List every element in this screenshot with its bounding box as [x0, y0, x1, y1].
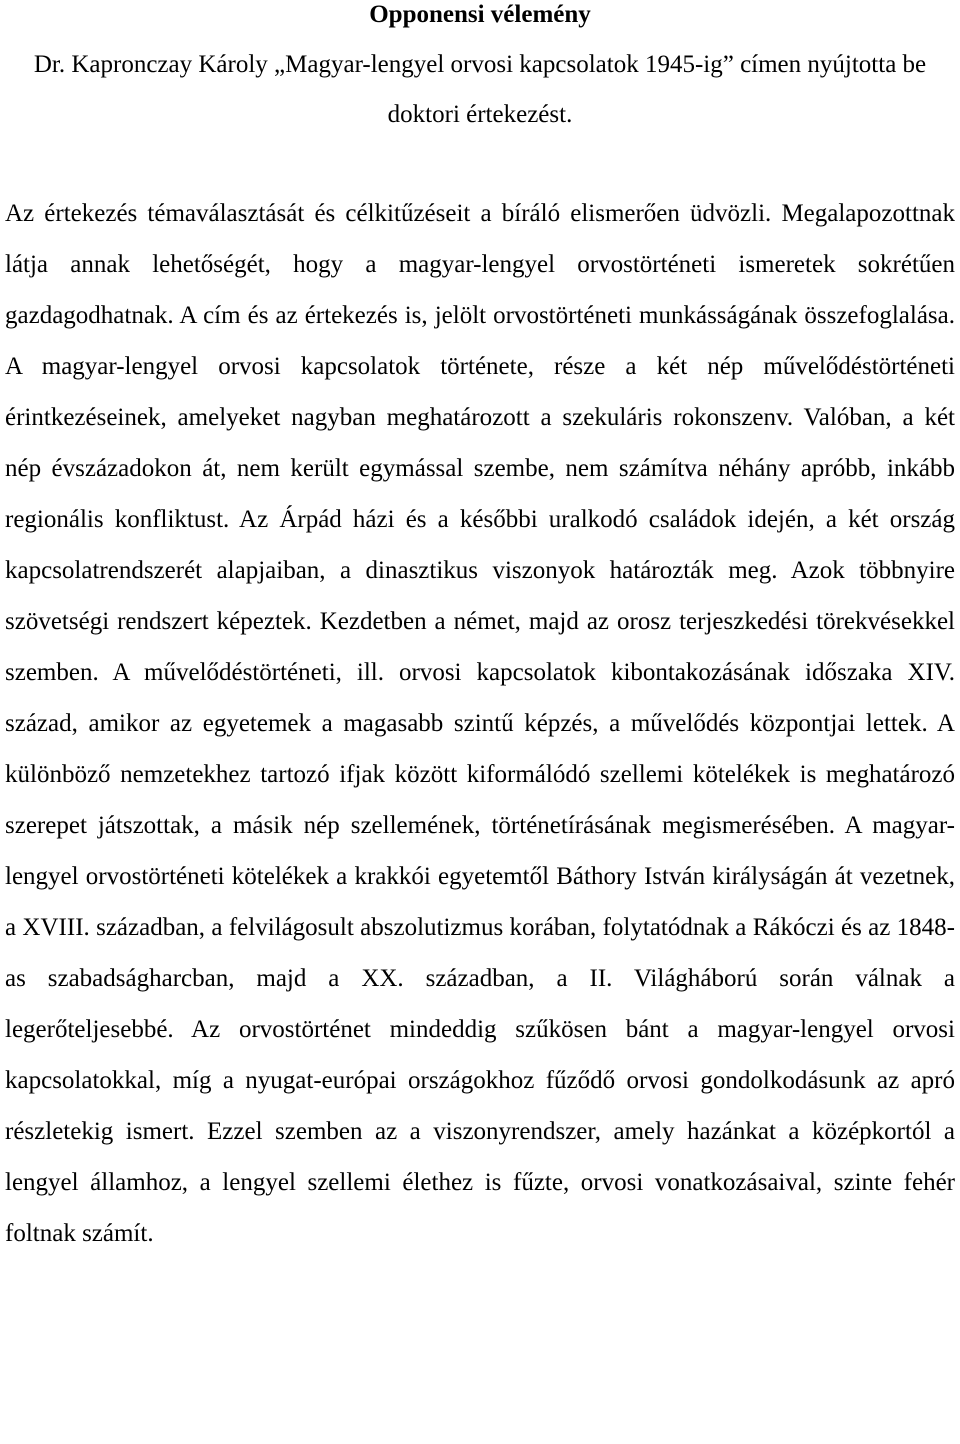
subtitle-block	[5, 40, 955, 140]
page-subtitle: Dr. Kapronczay Károly „Magyar-lengyel orvosi kapcsolatok 1945-ig” címen nyújtotta be doktori értekezést.	[33, 51, 927, 128]
page-title: Opponensi vélemény	[369, 1, 591, 28]
body-block	[5, 188, 955, 1259]
body-paragraph: Az értekezés témaválasztását és célkitűzéseit a bíráló elismerően üdvözli. Megalapozottnak látja annak lehetőségét, hogy a magyar-lengyel orvostörténeti ismeretek sokrétűen gazdagodhatnak. A cím és az értekezés is, jelölt orvostörténeti munkásságának összefoglalása. A magyar-lengyel orvosi kapcsolatok története, része a két nép művelődéstörténeti érintkezéseinek, amelyeket nagyban meghatározott a szekuláris rokonszenv. Valóban, a két nép évszázadokon át, nem került egymással szembe, nem számítva néhány apróbb, inkább regionális konfliktust. Az Árpád házi és a későbbi uralkodó családok idején, a két ország kapcsolatrendszerét alapjaiban, a dinasztikus viszonyok határozták meg. Azok többnyire szövetségi rendszert képeztek. Kezdetben a német, majd az orosz terjeszkedési törekvésekkel szemben. A művelődéstörténeti, ill. orvosi kapcsolatok kibontakozásának időszaka XIV. század, amikor az egyetemek a magasabb szintű képzés, a művelődés központjai lettek. A különböző nemzetekhez tartozó ifjak között kiformálódó szellemi kötelékek is meghatározó szerepet játszottak, a másik nép szellemének, történetírásának megismerésében. A magyar-lengyel orvostörténeti kötelékek a krakkói egyetemtől Báthory István királyságán át vezetnek, a XVIII. században, a felvilágosult abszolutizmus korában, folytatódnak a Rákóczi és az 1848-as szabadságharcban, majd a XX. században, a II. Világháború során válnak a legerőteljesebbé. Az orvostörténet mindeddig szűkösen bánt a magyar-lengyel orvosi kapcsolatokkal, míg a nyugat-európai országokhoz fűződő orvosi gondolkodásunk az apró részletekig ismert. Ezzel szemben az a viszonyrendszer, amely hazánkat a középkortól a lengyel államhoz, a lengyel szellemi élethez is fűzte, orvosi vonatkozásaival, szinte fehér foltnak számít.	[5, 200, 955, 1247]
